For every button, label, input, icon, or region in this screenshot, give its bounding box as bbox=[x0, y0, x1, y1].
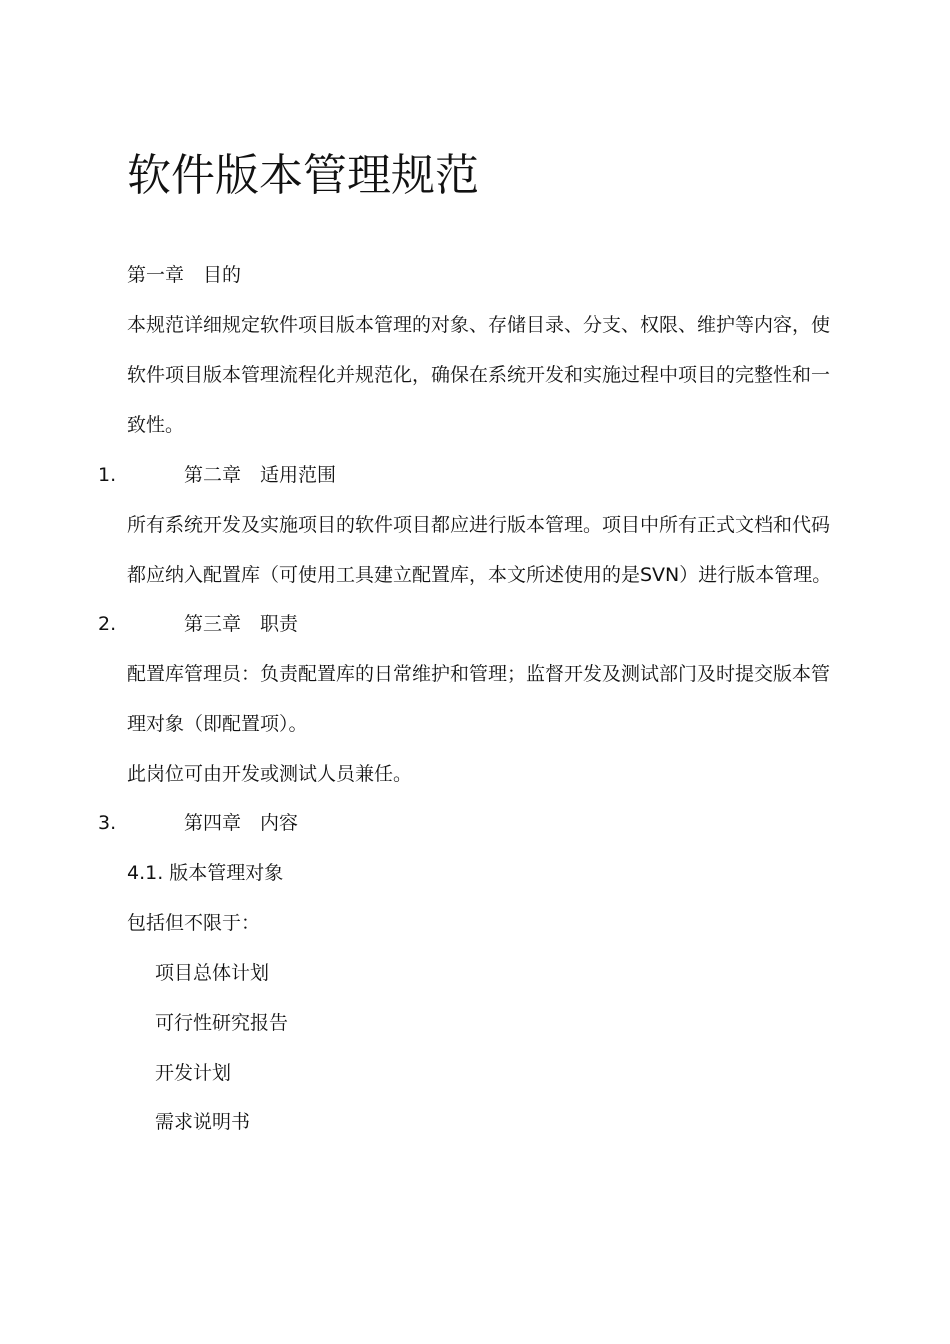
list-item: 项目总体计划 bbox=[155, 962, 270, 984]
chapter-label: 第三章 bbox=[184, 613, 242, 635]
chapter-label: 第二章 bbox=[184, 464, 242, 486]
section-heading: 4.1. 版本管理对象 bbox=[127, 862, 284, 884]
chapter-heading-content bbox=[184, 810, 298, 836]
paragraph-line: 致性。 bbox=[127, 414, 185, 436]
paragraph-line: 理对象（即配置项）。 bbox=[127, 713, 308, 735]
chapter-label: 第一章 bbox=[127, 264, 185, 286]
list-item: 需求说明书 bbox=[155, 1111, 251, 1133]
chapter-heading-scope bbox=[184, 462, 336, 488]
paragraph-line: 包括但不限于： bbox=[127, 912, 261, 934]
list-item: 可行性研究报告 bbox=[155, 1012, 289, 1034]
paragraph-line: 本规范详细规定软件项目版本管理的对象、存储目录、分支、权限、维护等内容，使 bbox=[127, 314, 831, 336]
document-title: 软件版本管理规范 bbox=[127, 150, 479, 201]
list-number: 2. bbox=[98, 613, 117, 635]
list-item: 开发计划 bbox=[155, 1062, 232, 1084]
list-number: 3. bbox=[98, 812, 117, 834]
paragraph-line: 软件项目版本管理流程化并规范化，确保在系统开发和实施过程中项目的完整性和一 bbox=[127, 364, 831, 386]
chapter-label: 第四章 bbox=[184, 812, 242, 834]
paragraph-line: 所有系统开发及实施项目的软件项目都应进行版本管理。项目中所有正式文档和代码 bbox=[127, 514, 831, 536]
chapter-heading-purpose bbox=[127, 262, 241, 288]
list-number: 1. bbox=[98, 464, 117, 486]
chapter-heading-duties bbox=[184, 611, 298, 637]
paragraph-line: 配置库管理员：负责配置库的日常维护和管理；监督开发及测试部门及时提交版本管 bbox=[127, 663, 831, 685]
paragraph-line: 此岗位可由开发或测试人员兼任。 bbox=[127, 763, 413, 785]
chapter-name: 适用范围 bbox=[260, 464, 337, 486]
chapter-name: 内容 bbox=[260, 812, 299, 834]
chapter-name: 职责 bbox=[260, 613, 299, 635]
paragraph-line: 都应纳入配置库（可使用工具建立配置库，本文所述使用的是SVN）进行版本管理。 bbox=[127, 564, 832, 586]
chapter-name: 目的 bbox=[203, 264, 242, 286]
